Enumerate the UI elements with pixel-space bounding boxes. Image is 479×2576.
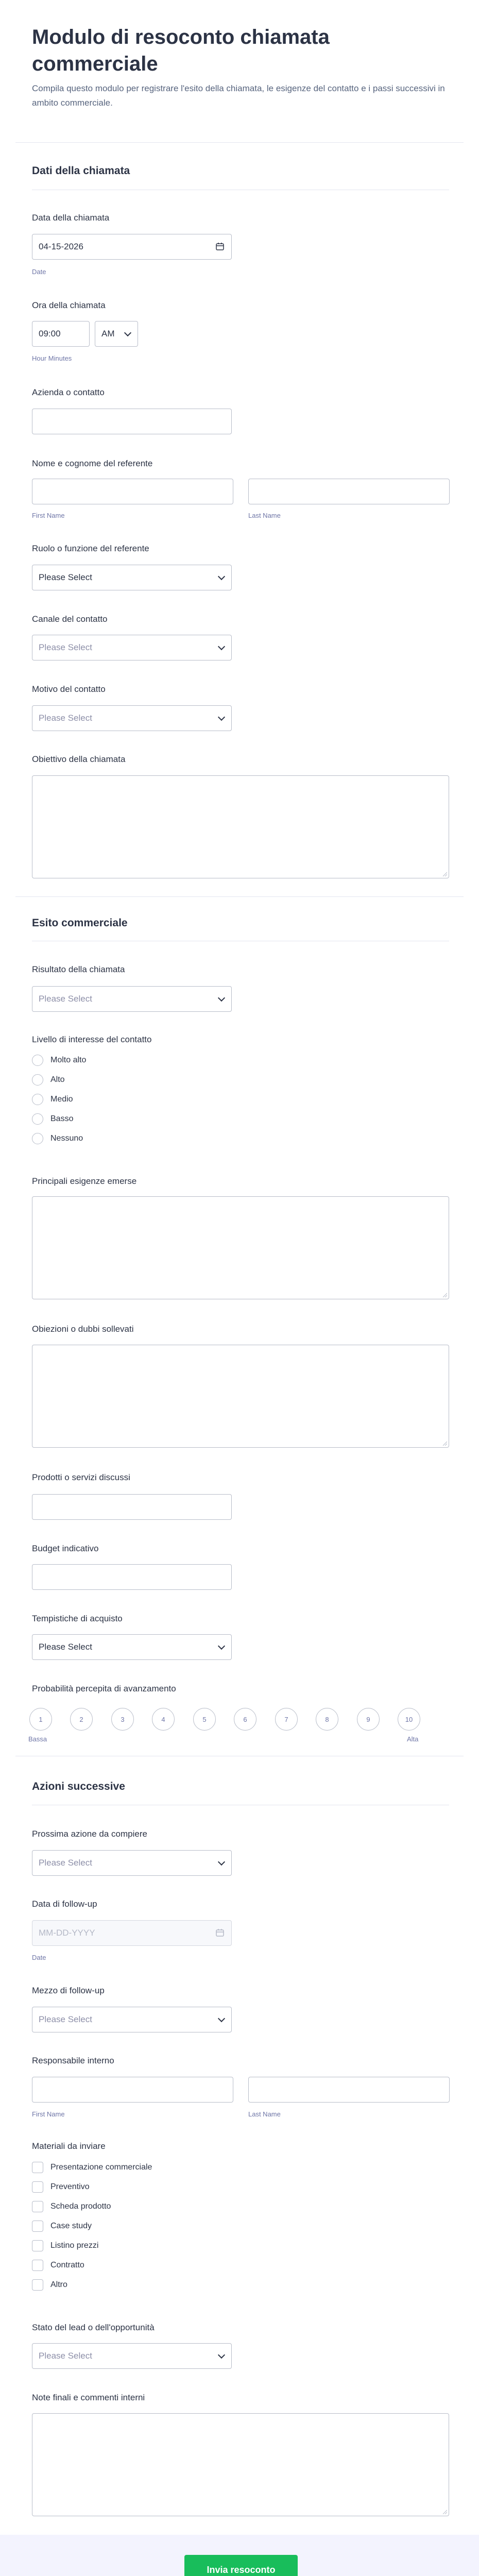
section-title-outcome: Esito commerciale [32, 917, 128, 929]
scale-option-2[interactable]: 2 [70, 1708, 93, 1731]
contact-channel-label: Canale del contatto [32, 614, 108, 624]
timing-select[interactable] [32, 1634, 232, 1660]
scale-option-4[interactable]: 4 [152, 1708, 175, 1731]
scale-option-8[interactable]: 8 [316, 1708, 338, 1731]
checkbox-label: Altro [50, 2280, 67, 2289]
resize-handle-icon[interactable] [442, 1440, 447, 1446]
checkbox[interactable] [32, 2279, 43, 2291]
referent-role-label: Ruolo o funzione del referente [32, 544, 149, 553]
call-date-sublabel: Date [32, 268, 46, 276]
resize-handle-icon[interactable] [442, 871, 447, 876]
checkbox-label: Contratto [50, 2261, 84, 2269]
scale-high-label: Alta [407, 1735, 419, 1743]
checkbox-label: Preventivo [50, 2182, 90, 2191]
radio-label: Molto alto [50, 1056, 87, 1064]
scale-option-10[interactable]: 10 [398, 1708, 420, 1731]
scale-option-7[interactable]: 7 [275, 1708, 298, 1731]
internal-owner-last-name-sublabel: Last Name [248, 2110, 281, 2118]
form-header [32, 24, 449, 110]
radio-button[interactable] [32, 1113, 43, 1125]
referent-last-name-input[interactable] [248, 479, 450, 504]
call-time-hour-value: 09:00 [39, 329, 61, 338]
checkbox[interactable] [32, 2260, 43, 2271]
checkbox[interactable] [32, 2240, 43, 2251]
material-option-case-study[interactable] [32, 2219, 92, 2233]
radio-button[interactable] [32, 1055, 43, 1066]
material-option-listino-prezzi[interactable] [32, 2239, 98, 2252]
followup-date-label: Data di follow-up [32, 1899, 97, 1909]
form-title: Modulo di resoconto chiamata commerciale [32, 26, 330, 75]
budget-label: Budget indicativo [32, 1544, 99, 1553]
chevron-down-icon [218, 643, 225, 650]
internal-owner-first-name-input[interactable] [32, 2077, 233, 2103]
page-divider [15, 896, 464, 897]
next-action-label: Prossima azione da compiere [32, 1829, 147, 1839]
interest-option-molto-alto[interactable] [32, 1054, 86, 1067]
final-notes-textarea[interactable] [32, 2413, 449, 2516]
next-action-placeholder: Please Select [39, 1858, 92, 1868]
internal-owner-last-name-input[interactable] [248, 2077, 450, 2103]
material-option-contratto[interactable] [32, 2259, 84, 2272]
calendar-icon[interactable] [216, 1928, 224, 1937]
resize-handle-icon[interactable] [442, 1292, 447, 1297]
scale-option-6[interactable]: 6 [234, 1708, 256, 1731]
referent-role-select[interactable] [32, 565, 232, 590]
contact-reason-select[interactable] [32, 705, 232, 731]
radio-label: Alto [50, 1075, 65, 1084]
call-date-value: 04-15-2026 [39, 242, 83, 251]
radio-label: Medio [50, 1095, 73, 1104]
scale-option-3[interactable]: 3 [111, 1708, 134, 1731]
contact-channel-placeholder: Please Select [39, 642, 92, 652]
lead-status-select[interactable] [32, 2343, 232, 2369]
followup-date-input[interactable] [32, 1920, 232, 1946]
scale-option-1[interactable]: 1 [29, 1708, 52, 1731]
objections-textarea[interactable] [32, 1345, 449, 1448]
referent-role-value: Please Select [39, 572, 92, 582]
chevron-down-icon [218, 2015, 225, 2022]
material-option-scheda-prodotto[interactable] [32, 2200, 111, 2213]
main-needs-textarea[interactable] [32, 1196, 449, 1299]
form-subtitle: Compila questo modulo per registrare l'esito della chiamata, le esigenze del contatto e i passi successivi in ambito commerciale. [32, 83, 445, 108]
section-title-call-data: Dati della chiamata [32, 165, 130, 177]
submit-button[interactable]: Invia resoconto [184, 2555, 298, 2576]
call-goal-label: Obiettivo della chiamata [32, 754, 126, 764]
resize-handle-icon[interactable] [442, 2509, 447, 2514]
company-label: Azienda o contatto [32, 387, 105, 397]
main-needs-label: Principali esigenze emerse [32, 1176, 137, 1186]
referent-last-name-sublabel: Last Name [248, 512, 281, 519]
probability-label: Probabilità percepita di avanzamento [32, 1684, 176, 1693]
radio-button[interactable] [32, 1133, 43, 1144]
followup-channel-placeholder: Please Select [39, 2014, 92, 2024]
interest-option-basso[interactable] [32, 1112, 73, 1126]
call-result-label: Risultato della chiamata [32, 964, 125, 974]
referent-first-name-input[interactable] [32, 479, 233, 504]
followup-date-placeholder: MM-DD-YYYY [39, 1928, 95, 1938]
timing-value: Please Select [39, 1642, 92, 1652]
radio-label: Basso [50, 1114, 74, 1123]
referent-first-name-sublabel: First Name [32, 512, 65, 519]
timing-label: Tempistiche di acquisto [32, 1614, 123, 1623]
chevron-down-icon [218, 1858, 225, 1866]
checkbox-label: Scheda prodotto [50, 2202, 111, 2211]
call-date-label: Data della chiamata [32, 213, 110, 223]
call-date-input[interactable] [32, 234, 232, 260]
lead-status-label: Stato del lead o dell'opportunità [32, 2323, 155, 2332]
radio-button[interactable] [32, 1094, 43, 1105]
scale-option-9[interactable]: 9 [357, 1708, 380, 1731]
chevron-down-icon [218, 573, 225, 580]
checkbox[interactable] [32, 2181, 43, 2193]
chevron-down-icon [218, 994, 225, 1002]
materials-label: Materiali da inviare [32, 2141, 106, 2151]
interest-option-nessuno[interactable] [32, 1132, 83, 1145]
internal-owner-label: Responsabile interno [32, 2056, 114, 2065]
checkbox[interactable] [32, 2162, 43, 2173]
final-notes-label: Note finali e commenti interni [32, 2393, 145, 2402]
material-option-presentazione[interactable] [32, 2161, 152, 2174]
budget-input[interactable] [32, 1564, 232, 1590]
call-result-select[interactable] [32, 986, 232, 1012]
objections-label: Obiezioni o dubbi sollevati [32, 1324, 134, 1334]
products-label: Prodotti o servizi discussi [32, 1472, 130, 1482]
call-time-label: Ora della chiamata [32, 300, 106, 310]
calendar-icon[interactable] [216, 242, 224, 250]
material-option-altro[interactable] [32, 2278, 67, 2292]
radio-button[interactable] [32, 1074, 43, 1086]
interest-option-alto[interactable] [32, 1073, 65, 1087]
checkbox-label: Presentazione commerciale [50, 2163, 152, 2172]
company-input[interactable] [32, 409, 232, 434]
next-action-select[interactable] [32, 1850, 232, 1876]
call-time-ampm-select[interactable] [95, 321, 138, 347]
chevron-down-icon [218, 2351, 225, 2359]
chevron-down-icon [124, 329, 131, 336]
interest-option-medio[interactable] [32, 1093, 73, 1106]
call-result-placeholder: Please Select [39, 994, 92, 1004]
scale-option-5[interactable]: 5 [193, 1708, 216, 1731]
contact-reason-label: Motivo del contatto [32, 684, 106, 694]
products-input[interactable] [32, 1494, 232, 1520]
call-time-ampm-value: AM [101, 329, 115, 338]
call-time-sublabel: Hour Minutes [32, 354, 72, 362]
header-divider [15, 142, 464, 143]
lead-status-placeholder: Please Select [39, 2351, 92, 2361]
followup-channel-select[interactable] [32, 2007, 232, 2032]
material-option-preventivo[interactable] [32, 2180, 90, 2194]
followup-channel-label: Mezzo di follow-up [32, 1986, 105, 1995]
interest-level-label: Livello di interesse del contatto [32, 1035, 152, 1044]
checkbox-label: Case study [50, 2222, 92, 2230]
chevron-down-icon [218, 714, 225, 721]
checkbox-label: Listino prezzi [50, 2241, 99, 2250]
checkbox[interactable] [32, 2201, 43, 2212]
contact-reason-placeholder: Please Select [39, 713, 92, 723]
followup-date-sublabel: Date [32, 1954, 46, 1961]
radio-label: Nessuno [50, 1134, 83, 1143]
scale-low-label: Bassa [28, 1735, 47, 1743]
contact-channel-select[interactable] [32, 635, 232, 660]
chevron-down-icon [218, 1642, 225, 1650]
internal-owner-first-name-sublabel: First Name [32, 2110, 65, 2118]
call-time-hour-input[interactable] [32, 321, 90, 347]
referent-name-label: Nome e cognome del referente [32, 459, 153, 468]
section-title-next-actions: Azioni successive [32, 1781, 125, 1792]
checkbox[interactable] [32, 2221, 43, 2232]
call-goal-textarea[interactable] [32, 775, 449, 878]
